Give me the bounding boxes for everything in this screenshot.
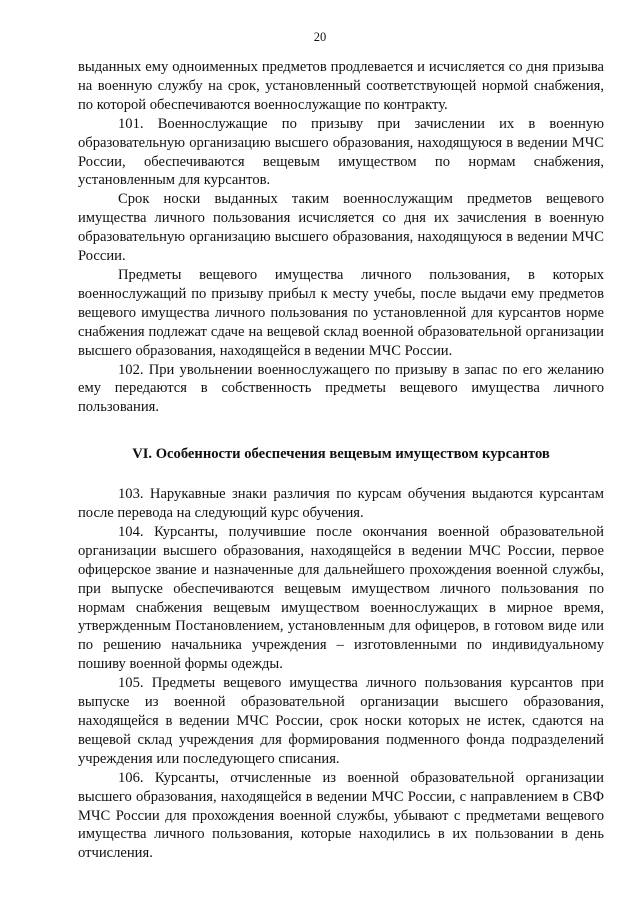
page-number: 20	[313, 30, 327, 44]
paragraph-101: 101. Военнослужащие по призыву при зачислении их в военную образовательную организацию высшего образования, находящуюся в ведении МЧС России, обеспечиваются вещевым имуществом по нормам снабжения, установленным для курсантов.	[78, 115, 604, 189]
paragraph-101-return-items: Предметы вещевого имущества личного пользования, в которых военнослужащий по призыву прибыл к месту учебы, после выдачи ему предметов вещевого имущества личного пользования по установленной для курсантов норме снабжения подлежат сдаче на вещевой склад военной образовательной организации высшего образования, находящейся в ведении МЧС России.	[78, 266, 604, 359]
paragraph-101-wear-period: Срок носки выданных таким военнослужащим предметов вещевого имущества личного пользования исчисляется со дня их зачисления в военную образовательную организацию высшего образования, находящуюся в ведении МЧС России.	[78, 191, 604, 265]
paragraph-105: 105. Предметы вещевого имущества личного пользования курсантов при выпуске из военной образовательной организации высшего образования, находящейся в ведении МЧС России, срок носки которых не истек, сдаются на вещевой склад учреждения для формирования подменного фонда подразделений учреждения или последующего списания.	[78, 675, 604, 767]
paragraph-continuation: выданных ему одноименных предметов продлевается и исчисляется со дня призыва на военную службу на срок, установленный соответствующей нормой снабжения, по которой обеспечиваются военнослужащие по контракту.	[78, 59, 604, 113]
paragraph-102: 102. При увольнении военнослужащего по призыву в запас по его желанию ему передаются в собственность предметы вещевого имущества личного пользования.	[78, 361, 604, 416]
document-body	[78, 58, 604, 863]
paragraph-104: 104. Курсанты, получившие после окончания военной образовательной организации высшего образования, находящейся в ведении МЧС России, первое офицерское звание и назначенные для дальнейшего прохождения военной службы, при выпуске обеспечиваются вещевым имуществом личного пользования по нормам снабжения вещевым имуществом военнослужащих в мирное время, утвержденным Постановлением, установленным для офицеров, в готовом виде или по решению начальника учреждения – изготовленными по индивидуальному пошиву военной формы одежды.	[78, 523, 604, 673]
paragraph-106: 106. Курсанты, отчисленные из военной образовательной организации высшего образования, находящейся в ведении МЧС России, с направлением в СВФ МЧС России для прохождения военной службы, убывают с предметами вещевого имущества личного пользования, которые находились в их пользовании в день отчисления.	[78, 769, 604, 862]
paragraph-103: 103. Нарукавные знаки различия по курсам обучения выдаются курсантам после перевода на следующий курс обучения.	[78, 486, 604, 522]
section-heading: VI. Особенности обеспечения вещевым имуществом курсантов	[132, 446, 550, 463]
